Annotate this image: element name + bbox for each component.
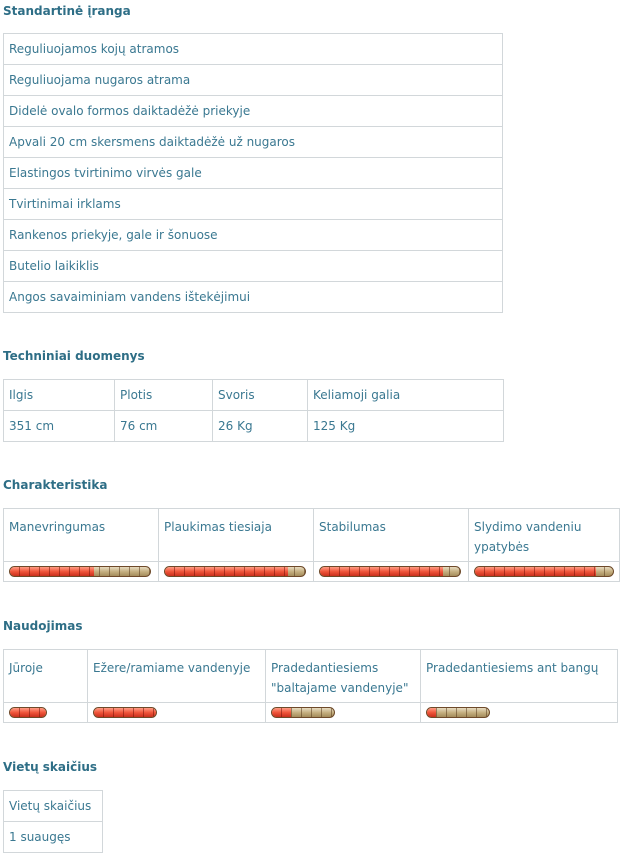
equipment-item: Reguliuojama nugaros atrama <box>4 65 503 96</box>
usage-label: Jūroje <box>4 650 88 703</box>
equipment-item: Elastingos tvirtinimo virvės gale <box>4 158 503 189</box>
table-row <box>4 34 503 65</box>
characteristics-heading: Charakteristika <box>3 478 108 492</box>
table-row <box>4 282 503 313</box>
table-row <box>4 411 504 442</box>
equipment-item: Didelė ovalo formos daiktadėžė priekyje <box>4 96 503 127</box>
rating-bar <box>164 566 306 577</box>
rating-bar <box>9 566 151 577</box>
usage-rating <box>4 703 88 723</box>
table-row <box>4 562 620 582</box>
tech-table <box>3 379 504 442</box>
table-row <box>4 380 504 411</box>
rating-bar-fill <box>10 567 94 576</box>
table-row <box>4 509 620 562</box>
characteristic-label: Stabilumas <box>314 509 469 562</box>
characteristic-rating <box>469 562 620 582</box>
equipment-item: Angos savaiminiam vandens ištekėjimui <box>4 282 503 313</box>
table-row <box>4 650 618 703</box>
usage-rating <box>266 703 421 723</box>
seats-header: Vietų skaičius <box>4 791 103 822</box>
rating-bar-fill <box>94 708 156 717</box>
rating-bar <box>474 566 614 577</box>
usage-label: Ežere/ramiame vandenyje <box>88 650 266 703</box>
equipment-table <box>3 33 503 313</box>
table-row <box>4 791 103 822</box>
characteristic-rating <box>4 562 159 582</box>
table-row <box>4 189 503 220</box>
characteristic-rating <box>314 562 469 582</box>
tech-header-weight: Svoris <box>213 380 308 411</box>
table-row <box>4 220 503 251</box>
rating-bar-fill <box>320 567 443 576</box>
table-row <box>4 822 103 853</box>
seats-heading: Vietų skaičius <box>3 760 98 774</box>
tech-heading: Techniniai duomenys <box>3 349 145 363</box>
seats-table <box>3 790 103 853</box>
table-row <box>4 703 618 723</box>
table-row <box>4 65 503 96</box>
tech-value-length: 351 cm <box>4 411 115 442</box>
table-row <box>4 251 503 282</box>
characteristic-rating <box>159 562 314 582</box>
equipment-item: Apvali 20 cm skersmens daiktadėžė už nugaros <box>4 127 503 158</box>
rating-bar <box>93 707 157 718</box>
tech-header-width: Plotis <box>115 380 213 411</box>
tech-value-capacity: 125 Kg <box>308 411 504 442</box>
tech-header-capacity: Keliamoji galia <box>308 380 504 411</box>
rating-bar-fill <box>475 567 596 576</box>
rating-bar-fill <box>10 708 46 717</box>
equipment-heading: Standartinė įranga <box>3 4 131 18</box>
tech-header-length: Ilgis <box>4 380 115 411</box>
characteristic-label: Manevringumas <box>4 509 159 562</box>
table-row <box>4 127 503 158</box>
rating-bar-fill <box>427 708 436 717</box>
rating-bar <box>9 707 47 718</box>
equipment-item: Reguliuojamos kojų atramos <box>4 34 503 65</box>
usage-rating <box>88 703 266 723</box>
equipment-item: Butelio laikiklis <box>4 251 503 282</box>
equipment-item: Rankenos priekyje, gale ir šonuose <box>4 220 503 251</box>
usage-table <box>3 649 618 723</box>
rating-bar <box>319 566 461 577</box>
rating-bar <box>426 707 490 718</box>
characteristic-label: Plaukimas tiesiaja <box>159 509 314 562</box>
characteristics-table <box>3 508 620 582</box>
tech-value-weight: 26 Kg <box>213 411 308 442</box>
usage-heading: Naudojimas <box>3 619 83 633</box>
rating-bar-fill <box>165 567 288 576</box>
equipment-item: Tvirtinimai irklams <box>4 189 503 220</box>
usage-label: Pradedantiesiems "baltajame vandenyje" <box>266 650 421 703</box>
usage-label: Pradedantiesiems ant bangų <box>421 650 618 703</box>
table-row <box>4 158 503 189</box>
characteristic-label: Slydimo vandeniu ypatybės <box>469 509 620 562</box>
seats-value: 1 suaugęs <box>4 822 103 853</box>
table-row <box>4 96 503 127</box>
rating-bar-fill <box>272 708 291 717</box>
rating-bar <box>271 707 335 718</box>
usage-rating <box>421 703 618 723</box>
tech-value-width: 76 cm <box>115 411 213 442</box>
